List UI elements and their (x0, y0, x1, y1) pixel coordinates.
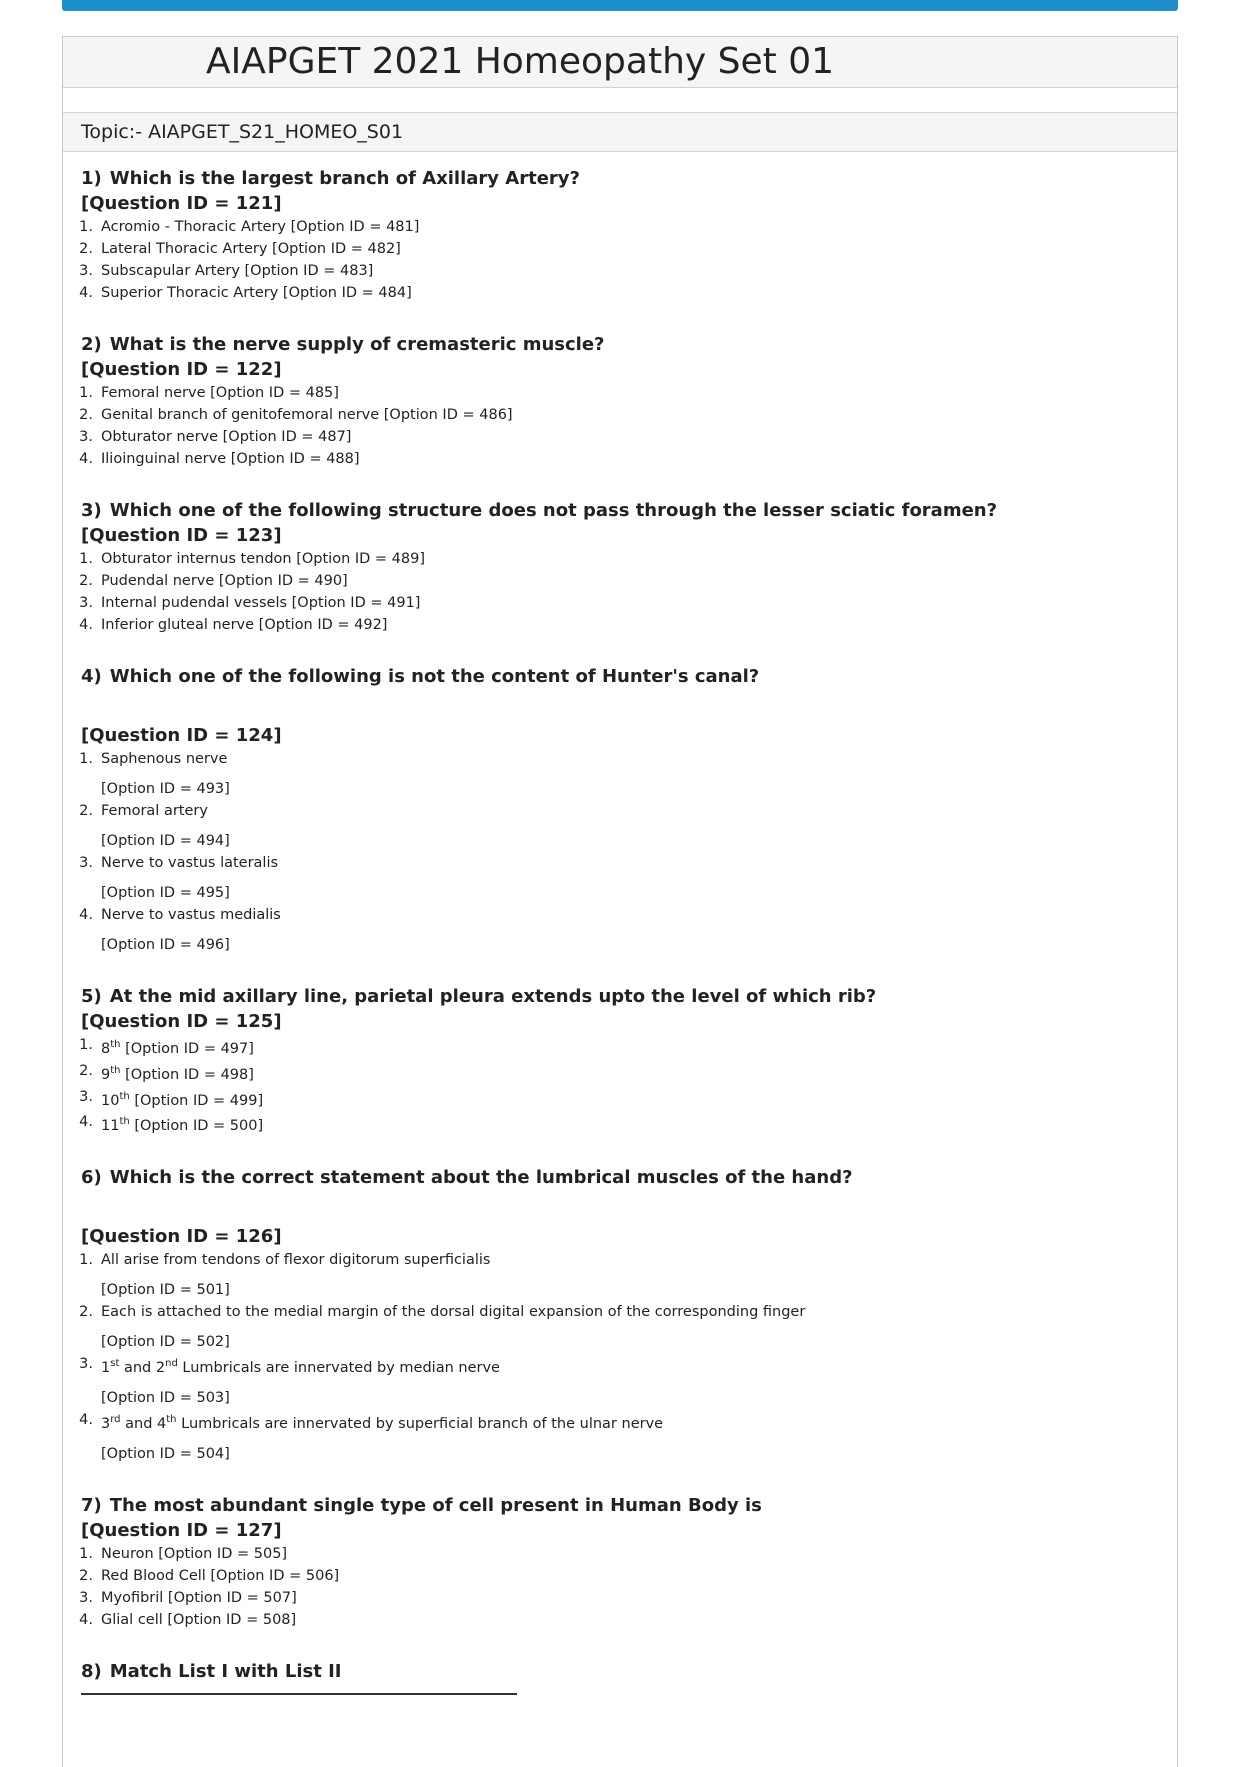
option-item: 1. 8th [Option ID = 497] (79, 1037, 254, 1057)
option-item: 2. Femoral artery [Option ID = 494] (63, 800, 1177, 852)
option-id: [Option ID = 495] (101, 885, 230, 901)
question-text: At the mid axillary line, parietal pleura extends upto the level of which rib? (109, 986, 877, 1007)
document-frame (62, 36, 1178, 1767)
option-item: 3. Subscapular Artery [Option ID = 483] (79, 263, 374, 279)
question-text: What is the nerve supply of cremasteric muscle? (109, 334, 605, 355)
option-item: 4. 3rd and 4th Lumbricals are innervated by superficial branch of the ulnar nerve [Option ID = 504] (63, 1409, 1177, 1465)
title-gap (63, 88, 1177, 112)
question-text: Which one of the following is not the content of Hunter's canal? (109, 666, 760, 687)
question-6 (63, 1165, 1177, 1465)
option-item: 3. Myofibril [Option ID = 507] (79, 1589, 297, 1606)
option-item: 3. Nerve to vastus lateralis [Option ID = 495] (63, 852, 1177, 904)
option-id: [Option ID = 501] (101, 1282, 230, 1299)
option-list (63, 216, 1177, 304)
option-item: 3. Obturator nerve [Option ID = 487] (79, 429, 352, 445)
option-id: [Option ID = 502] (101, 1334, 230, 1351)
question-5 (63, 984, 1177, 1137)
question-text: The most abundant single type of cell present in Human Body is (109, 1494, 762, 1516)
question-id: [Question ID = 121] (81, 193, 282, 214)
page-title: AIAPGET 2021 Homeopathy Set 01 (63, 37, 1177, 88)
option-list (63, 1543, 1177, 1631)
question-8 (63, 1659, 1177, 1695)
question-2 (63, 332, 1177, 470)
question-3 (63, 498, 1177, 636)
option-id: [Option ID = 504] (101, 1445, 230, 1462)
option-id: [Option ID = 496] (101, 937, 230, 953)
option-item: 2. 9th [Option ID = 498] (79, 1062, 254, 1083)
option-item: 2. Each is attached to the medial margin of the dorsal digital expansion of the corresponding finger [Option ID = 502] (63, 1301, 1177, 1353)
question-number: 3) (81, 500, 102, 521)
question-number: 1) (81, 168, 102, 189)
option-item: 1. Acromio - Thoracic Artery [Option ID = 481] (79, 219, 420, 235)
option-item: 3. 10th [Option ID = 499] (79, 1088, 264, 1109)
option-item: 1. Saphenous nerve [Option ID = 493] (63, 748, 1177, 800)
option-item: 1. Femoral nerve [Option ID = 485] (79, 385, 339, 401)
question-id: [Question ID = 126] (81, 1226, 282, 1248)
question-text: Which one of the following structure does not pass through the lesser sciatic foramen? (109, 500, 998, 521)
question-text: Which is the correct statement about the lumbrical muscles of the hand? (109, 1167, 853, 1189)
option-item: 2. Lateral Thoracic Artery [Option ID = 482] (79, 241, 401, 257)
question-id: [Question ID = 127] (81, 1519, 282, 1541)
question-id: [Question ID = 125] (81, 1011, 282, 1032)
question-number: 5) (81, 986, 102, 1007)
option-item: 4. Superior Thoracic Artery [Option ID = 484] (79, 285, 412, 301)
question-number: 4) (81, 666, 102, 687)
question-4 (63, 664, 1177, 956)
option-item: 2. Red Blood Cell [Option ID = 506] (79, 1567, 340, 1584)
option-list (63, 382, 1177, 470)
question-list (63, 152, 1177, 1695)
option-item: 4. 11th [Option ID = 500] (79, 1114, 264, 1135)
option-item: 4. Glial cell [Option ID = 508] (79, 1611, 297, 1628)
option-id: [Option ID = 503] (101, 1390, 230, 1407)
question-id: [Question ID = 122] (81, 359, 282, 380)
option-item: 4. Ilioinguinal nerve [Option ID = 488] (79, 451, 360, 467)
option-item: 3. 1st and 2nd Lumbricals are innervated by median nerve [Option ID = 503] (63, 1353, 1177, 1409)
question-text: Match List I with List II (109, 1660, 342, 1682)
option-list (63, 1034, 1177, 1137)
option-item: 1. Obturator internus tendon [Option ID = 489] (79, 551, 426, 567)
question-text: Which is the largest branch of Axillary Artery? (109, 168, 580, 189)
question-1 (63, 166, 1177, 304)
question-number: 8) (81, 1660, 102, 1682)
option-list (63, 1249, 1177, 1465)
question-number: 6) (81, 1167, 102, 1189)
table-top-rule (81, 1693, 517, 1695)
option-id: [Option ID = 493] (101, 781, 230, 797)
option-list (63, 748, 1177, 956)
topic-label: Topic:- AIAPGET_S21_HOMEO_S01 (63, 112, 1177, 152)
option-item: 3. Internal pudendal vessels [Option ID = 491] (79, 595, 421, 611)
option-item: 1. All arise from tendons of flexor digitorum superficialis [Option ID = 501] (63, 1249, 1177, 1301)
option-item: 4. Nerve to vastus medialis [Option ID = 496] (63, 904, 1177, 956)
option-list (63, 548, 1177, 636)
question-id: [Question ID = 124] (81, 725, 282, 746)
question-number: 7) (81, 1494, 102, 1516)
question-number: 2) (81, 334, 102, 355)
top-accent-bar (62, 0, 1178, 11)
option-id: [Option ID = 494] (101, 833, 230, 849)
option-item: 2. Genital branch of genitofemoral nerve [Option ID = 486] (79, 407, 513, 423)
option-item: 2. Pudendal nerve [Option ID = 490] (79, 573, 348, 589)
option-item: 4. Inferior gluteal nerve [Option ID = 492] (79, 617, 388, 633)
question-7 (63, 1493, 1177, 1631)
option-item: 1. Neuron [Option ID = 505] (79, 1545, 288, 1562)
question-id: [Question ID = 123] (81, 525, 282, 546)
